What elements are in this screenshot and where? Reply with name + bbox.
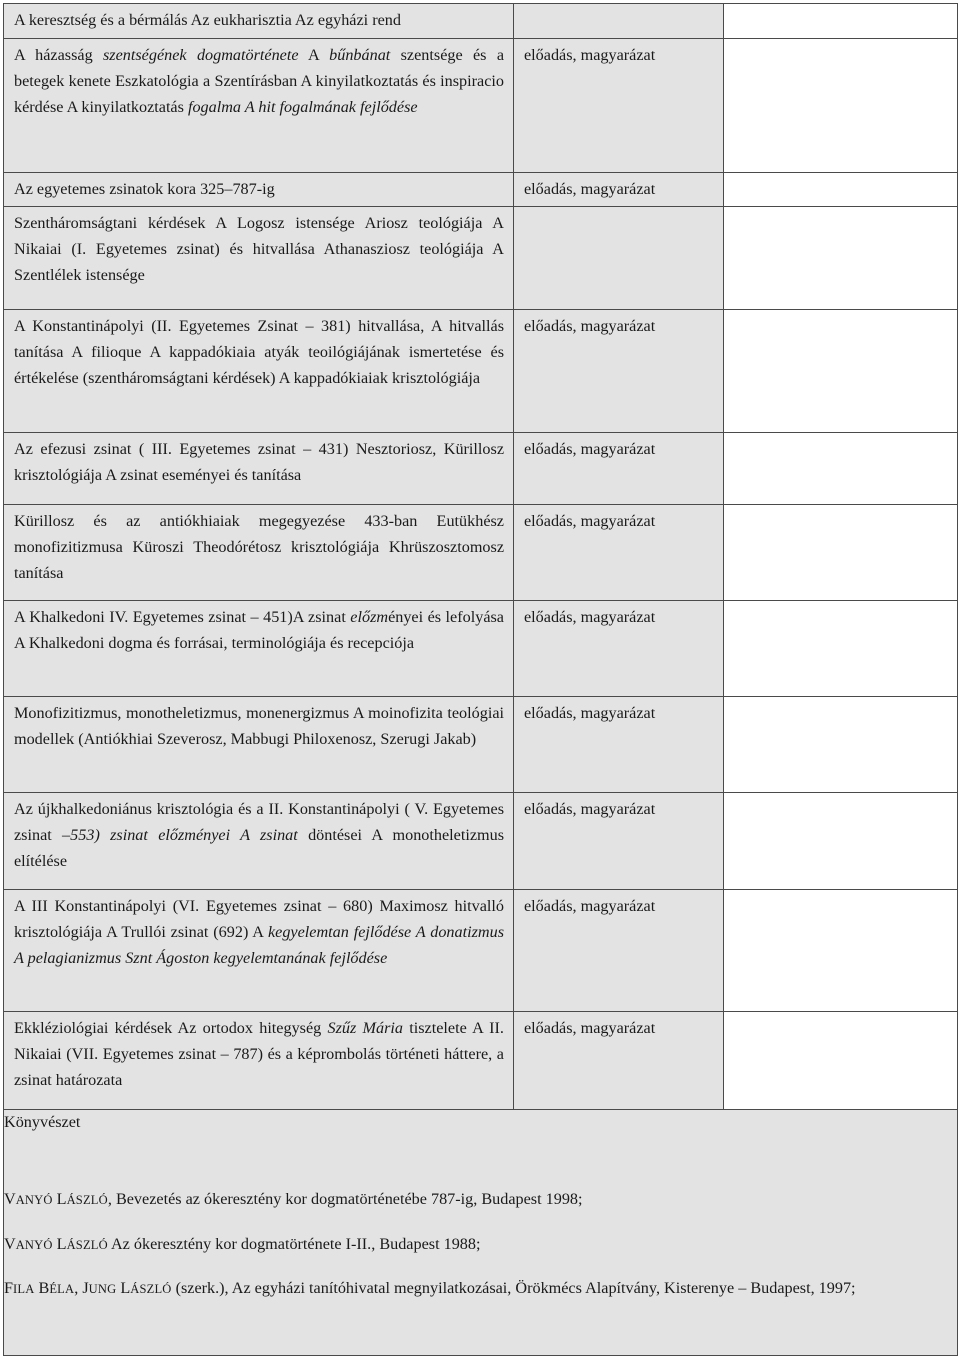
- bibliography-entry: VANYÓ LÁSZLÓ, Bevezetés az ókeresztény kor dogmatörténetébe 787-ig, Budapest 1998;: [4, 1189, 583, 1208]
- bibliography-heading: Könyvészet: [4, 1113, 81, 1131]
- topic-text: A Konstantinápolyi (II. Egyetemes Zsinat – 381) hitvallása, A hitvallás tanítása A filioque A kappadókiaia atyák teoilógiájának ismertetése és értékelése (szentháromságtani kérdések) A kappadókiaiak krisztológiája: [14, 317, 504, 387]
- table-row: [4, 601, 958, 697]
- topic-cell: [4, 4, 514, 39]
- topic-text: Az efezusi zsinat ( III. Egyetemes zsinat – 431) Nesztoriosz, Kürillosz krisztológiája A zsinat eseményei és tanítása: [14, 440, 504, 484]
- method-cell: [514, 433, 724, 505]
- topic-text: A keresztség és a bérmálás Az eukharisztia Az egyházi rend: [14, 11, 401, 29]
- table-row: [4, 890, 958, 1012]
- method-text: előadás, magyarázat: [524, 1019, 656, 1037]
- table-row: [4, 433, 958, 505]
- method-cell: [514, 793, 724, 890]
- topic-cell: [4, 890, 514, 1012]
- topic-text: A III Konstantinápolyi (VI. Egyetemes zsinat – 680) Maximosz hitvalló krisztológiája A Trullói zsinat (692) A kegyelemtan fejlődése A donatizmus A pelagianizmus Sznt Ágoston kegyelemtanának fejlődése: [14, 897, 504, 967]
- method-cell: [514, 310, 724, 433]
- topic-cell: [4, 39, 514, 173]
- topic-text: A házasság szentségének dogmatörténete A bűnbánat szentsége és a betegek kenete Eszkatológia a Szentírásban A kinyilatkoztatás és inspiracio kérdése A kinyilatkoztatás fogalma A hit fogalmának fejlődése: [14, 46, 505, 116]
- method-text: előadás, magyarázat: [524, 800, 656, 818]
- method-text: előadás, magyarázat: [524, 46, 656, 64]
- empty-cell: [724, 39, 958, 173]
- method-cell: [514, 601, 724, 697]
- method-cell: [514, 207, 724, 310]
- method-text: előadás, magyarázat: [524, 897, 656, 915]
- empty-cell: [724, 207, 958, 310]
- method-text: előadás, magyarázat: [524, 704, 656, 722]
- method-text: előadás, magyarázat: [524, 180, 656, 198]
- topic-cell: [4, 601, 514, 697]
- empty-cell: [724, 697, 958, 793]
- topic-cell: [4, 173, 514, 207]
- method-cell: [514, 39, 724, 173]
- bibliography-entry: VANYÓ LÁSZLÓ Az ókeresztény kor dogmatörténete I-II., Budapest 1988;: [4, 1234, 481, 1253]
- empty-cell: [724, 890, 958, 1012]
- table-row: [4, 39, 958, 173]
- method-text: előadás, magyarázat: [524, 440, 656, 458]
- topic-text: Monofizitizmus, monotheletizmus, monenergizmus A moinofizita teológiai modellek (Antiókhiai Szeverosz, Mabbugi Philoxenosz, Szerugi Jakab): [14, 704, 504, 748]
- topic-cell: [4, 505, 514, 601]
- topic-cell: [4, 310, 514, 433]
- method-cell: [514, 890, 724, 1012]
- method-cell: [514, 505, 724, 601]
- empty-cell: [724, 310, 958, 433]
- table-row: [4, 1012, 958, 1110]
- bibliography-cell: [4, 1110, 958, 1356]
- method-cell: [514, 1012, 724, 1110]
- empty-cell: [724, 601, 958, 697]
- method-cell: [514, 173, 724, 207]
- empty-cell: [724, 793, 958, 890]
- method-text: előadás, magyarázat: [524, 512, 656, 530]
- table-row: [4, 697, 958, 793]
- topic-cell: [4, 207, 514, 310]
- topic-text: Ekkléziológiai kérdések Az ortodox hitegység Szűz Mária tisztelete A II. Nikaiai (VII. Egyetemes zsinat – 787) és a képrombolás történeti háttere, a zsinat határozata: [14, 1019, 504, 1089]
- method-text: előadás, magyarázat: [524, 317, 656, 335]
- table-row: [4, 793, 958, 890]
- topic-text: Az újkhalkedoniánus krisztológia és a II. Konstantinápolyi ( V. Egyetemes zsinat –553) zsinat előzményei A zsinat döntései A monotheletizmus elítélése: [14, 800, 505, 870]
- topic-text: A Khalkedoni IV. Egyetemes zsinat – 451)A zsinat előzményei és lefolyása A Khalkedoni dogma és forrásai, terminológiája és recepciója: [14, 608, 504, 652]
- topic-cell: [4, 697, 514, 793]
- bibliography-row: [4, 1110, 958, 1356]
- table-row: [4, 207, 958, 310]
- empty-cell: [724, 505, 958, 601]
- topic-text: Kürillosz és az antiókhiaiak megegyezése 433-ban Eutükhész monofizitizmusa Küroszi Theodórétosz krisztológiája Khrüszosztomosz tanítása: [14, 512, 504, 582]
- topic-text: Az egyetemes zsinatok kora 325–787-ig: [14, 180, 275, 198]
- table-row: [4, 505, 958, 601]
- empty-cell: [724, 173, 958, 207]
- empty-cell: [724, 4, 958, 39]
- table-row: [4, 4, 958, 39]
- curriculum-table: [3, 3, 958, 1356]
- bibliography-entry: FILA BÉLA, JUNG LÁSZLÓ (szerk.), Az egyházi tanítóhivatal megnyilatkozásai, Örökmécs Alapítvány, Kisterenye – Budapest, 1997;: [4, 1279, 856, 1298]
- method-text: előadás, magyarázat: [524, 608, 656, 626]
- empty-cell: [724, 433, 958, 505]
- topic-cell: [4, 433, 514, 505]
- method-cell: [514, 4, 724, 39]
- table-row: [4, 173, 958, 207]
- table-row: [4, 310, 958, 433]
- empty-cell: [724, 1012, 958, 1110]
- topic-cell: [4, 1012, 514, 1110]
- topic-cell: [4, 793, 514, 890]
- topic-text: Szentháromságtani kérdések A Logosz istensége Ariosz teológiája A Nikaiai (I. Egyetemes zsinat) és hitvallása Athanasziosz teológiája A Szentlélek istensége: [14, 214, 504, 284]
- method-cell: [514, 697, 724, 793]
